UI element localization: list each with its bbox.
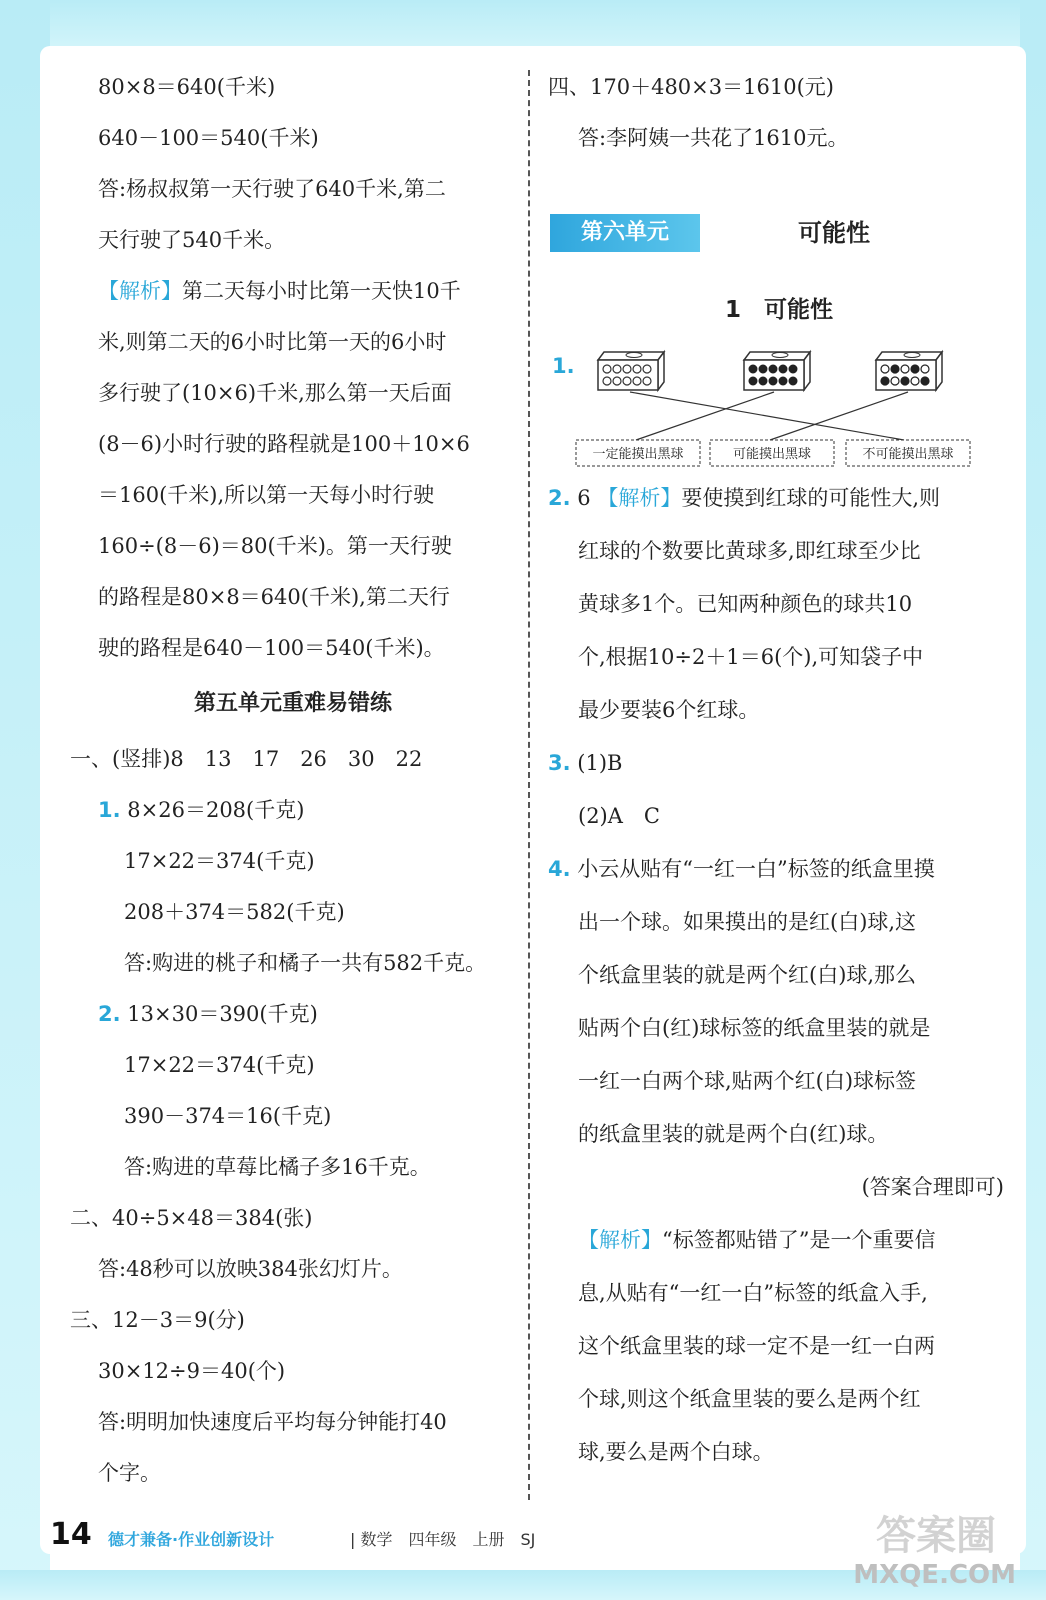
watermark-logo [826,1504,1016,1594]
analysis-line: 红球的个数要比黄球多,即红球至少比 [578,539,921,563]
analysis-line: 最少要装6个红球。 [578,698,760,722]
question-number: 4. [548,857,571,881]
answer-line: 个字。 [98,1461,161,1485]
text-line: 答:杨叔叔第一天行驶了640千米,第二 [98,177,446,201]
analysis-tag: 【解析】 [578,1228,662,1252]
answer-line: 个纸盒里装的就是两个红(白)球,那么 [578,963,917,987]
answer-line: 的纸盒里装的就是两个白(红)球。 [578,1122,889,1146]
answer-line: 贴两个白(红)球标签的纸盒里装的就是 [578,1016,931,1040]
match-line [770,392,908,440]
analysis-line: 个,根据10÷2＋1＝6(个),可知袋子中 [578,645,924,669]
analysis-line: 息,从贴有“一红一白”标签的纸盒入手, [578,1281,928,1305]
left-column [68,62,518,1499]
analysis-line: 多行驶了(10×6)千米,那么第一天后面 [98,381,452,405]
watermark-text: 答案圈 [876,1513,996,1559]
analysis-line: 这个纸盒里装的球一定不是一红一白两 [578,1334,935,1358]
text-line: 80×8＝640(千米) [98,75,276,99]
answer-line: 8×26＝208(千克) [127,798,305,822]
unit-header [548,204,1010,278]
answer-line: 四、170＋480×3＝1610(元) [548,75,834,99]
answer-line: 答:李阿姨一共花了1610元。 [578,126,849,150]
matching-diagram [548,342,1010,472]
question-number: 1. [98,798,121,822]
analysis-line [68,266,518,317]
page-number: 14 [50,1517,92,1552]
answer-line: 三、12－3＝9(分) [70,1308,245,1332]
ball-box-1 [598,352,664,390]
label-impossible: 不可能摸出黑球 [862,447,954,462]
unit-badge: 第六单元 [550,214,700,252]
answer-line: 30×12÷9＝40(个) [98,1359,286,1383]
text-line: 640－100＝540(千米) [98,126,319,150]
analysis-text: “标签都贴错了”是一个重要信 [662,1228,936,1252]
answer-line: 答:购进的草莓比橘子多16千克。 [124,1155,431,1179]
question-number: 2. [548,486,571,510]
answer-line: 答:购进的桃子和橘子一共有582千克。 [124,951,487,975]
section-title: 第五单元重难易错练 [193,691,392,716]
answer-line: 208＋374＝582(千克) [124,900,345,924]
answer-line: 13×30＝390(千克) [127,1002,318,1026]
analysis-line: 的路程是80×8＝640(千米),第二天行 [98,585,450,609]
answer-line: 一红一白两个球,贴两个红(白)球标签 [578,1069,917,1093]
answer-line: 答:48秒可以放映384张幻灯片。 [98,1257,403,1281]
question-number: 2. [98,1002,121,1026]
analysis-line: 米,则第二天的6小时比第一天的6小时 [98,330,447,354]
question-number: 1. [552,354,575,378]
analysis-line: 个球,则这个纸盒里装的要么是两个红 [578,1387,921,1411]
answer-line: 17×22＝374(千克) [124,1053,315,1077]
analysis-line: 球,要么是两个白球。 [578,1440,774,1464]
label-possible: 可能摸出黑球 [732,447,812,462]
watermark-url: MXQE.COM [853,1560,1016,1590]
text-line: 天行驶了540千米。 [98,228,286,252]
answer-line: 二、40÷5×48＝384(张) [70,1206,313,1230]
unit-name: 可能性 [798,219,870,247]
answer-line: 小云从贴有“一红一白”标签的纸盒里摸 [577,857,935,881]
question-header: 一、(竖排)8 13 17 26 30 22 [70,747,423,771]
box-matching-figure [574,342,1004,472]
answer-line: (2)A C [578,804,660,828]
analysis-line: (8－6)小时行驶的路程就是100＋10×6 [98,432,470,456]
sub-question [68,989,518,1040]
analysis-text: 第二天每小时比第一天快10千 [182,279,461,303]
answer-line: 出一个球。如果摸出的是红(白)球,这 [578,910,917,934]
label-certain: 一定能摸出黑球 [592,447,684,462]
analysis-line [548,1214,1010,1267]
right-column [548,62,1010,1479]
analysis-line: 驶的路程是640－100＝540(千米)。 [98,636,445,660]
answer-value: 6 [577,486,591,510]
answer-note: (答案合理即可) [861,1175,1004,1199]
question-number: 3. [548,751,571,775]
match-line [630,392,904,440]
analysis-tag: 【解析】 [597,486,682,510]
ball-box-2 [744,352,810,390]
match-line [636,392,774,440]
book-series: 德才兼备·作业创新设计 [108,1530,275,1549]
analysis-line: 黄球多1个。已知两种颜色的球共10 [578,592,913,616]
book-subject: | 数学 四年级 上册 SJ [350,1530,536,1549]
answer-line: 答:明明加快速度后平均每分钟能打40 [98,1410,447,1434]
lesson-title: 1 可能性 [724,297,833,323]
sub-question [68,785,518,836]
sub-question [548,472,1010,525]
page-footer [50,1517,750,1557]
analysis-tag: 【解析】 [98,279,182,303]
sub-question [548,843,1010,896]
sub-question [548,737,1010,790]
analysis-text: 要使摸到红球的可能性大,则 [681,486,941,510]
analysis-line: 160÷(8－6)＝80(千米)。第一天行驶 [98,534,452,558]
answer-line: (1)B [577,751,623,775]
column-divider [528,70,530,1500]
answer-line: 390－374＝16(千克) [124,1104,332,1128]
analysis-line: ＝160(千米),所以第一天每小时行驶 [98,483,435,507]
ball-box-3 [876,352,942,390]
answer-line: 17×22＝374(千克) [124,849,315,873]
